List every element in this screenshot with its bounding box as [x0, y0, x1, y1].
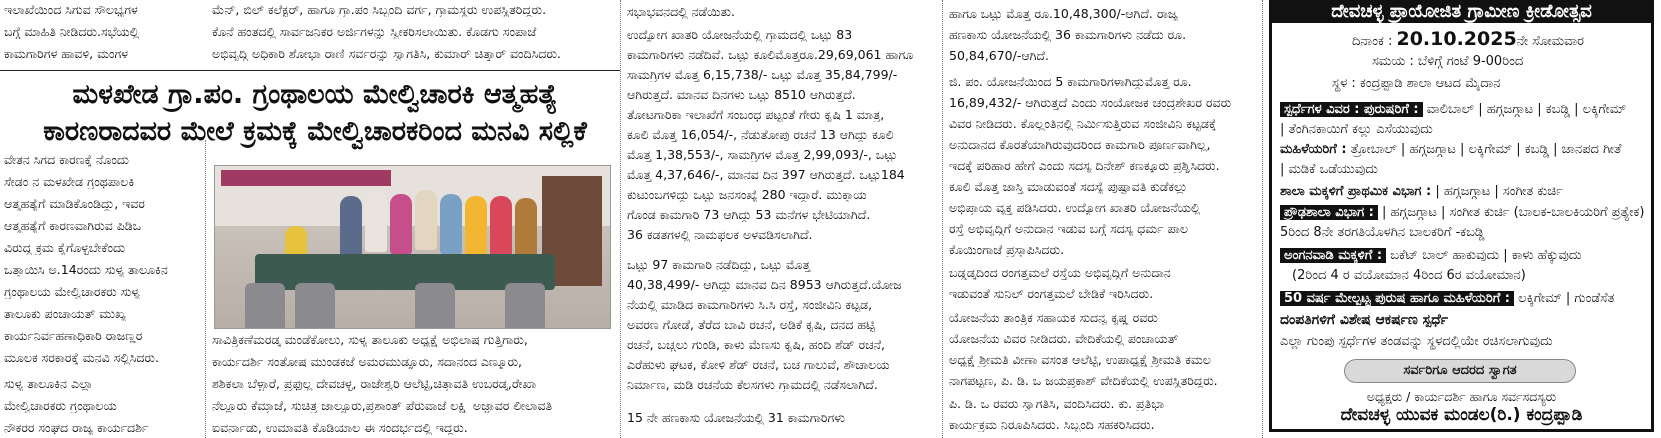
- ad-venue-line: ಸ್ಥಳ : ಕಂದ್ರಪ್ಪಾಡಿ ಶಾಲಾ ಆಟದ ಮೈದಾನ: [1332, 76, 1501, 91]
- column-rule: [205, 140, 206, 438]
- text-line: ಕೂಲಿ ಮೊತ್ತ 16,054/-, ನೆಡುತೋಪು ರಚನೆ 13 ಆಗಿದ್ದು ಕೂಲಿ: [627, 127, 894, 142]
- ad-date-suffix: ನೇ ಸೋಮವಾರ: [1516, 34, 1584, 49]
- ad-time-line: ಸಮಯ : ಬೆಳಿಗ್ಗೆ ಗಂಟೆ 9-00ರಿಂದ: [1372, 54, 1524, 69]
- column-rule: [1262, 0, 1263, 438]
- text-line: ಮೇಲ್ವಿಚಾರಕರು ಗ್ರಂಥಾಲಯ: [4, 398, 117, 413]
- text-line: ಜಿ. ಪಂ. ಯೋಜನೆಯಿಂದ 5 ಕಾಮಗಾರಿಗಳಾಗಿದ್ದುಮೊತ್ತ ರೂ.: [949, 74, 1192, 89]
- text-line: ಮೊತ್ತ 4,37,646/-, ಮಾನವ ದಿನ 397 ಆಗಿರುತ್ತದೆ. ಒಟ್ಟು184: [627, 167, 905, 182]
- text-line: ಆತ್ಮಹತ್ಯೆಗೆ ಮಾಡಿಕೊಂಡಿದ್ದು, ಇವರ: [4, 196, 145, 211]
- ad-couple-line: ದಂಪತಿಗಳಿಗೆ ವಿಶೇಷ ಆಕರ್ಷಣ ಸ್ಪರ್ಧೆ: [1280, 312, 1449, 328]
- ad-men-list: ವಾಲಿಬಾಲ್ | ಹಗ್ಗಜಗ್ಗಾಟ | ಕಬಡ್ಡಿ | ಲಕ್ಕಿಗೇಮ್: [1426, 102, 1627, 117]
- text-line: ಕೂಲಿ ಮೊತ್ತ ಜಾಸ್ತಿ ಮಾಡುವಂತೆ ಸದಸ್ಯೆ ಪುಷ್ಪಾವತಿ ಕುಡೆಕಲ್ಲು: [949, 179, 1188, 194]
- text-line: ಹಾಗೂ ಒಟ್ಟು ಮೊತ್ತ ರೂ.10,48,300/-ಆಗಿದೆ. ರಾಜ್ಯ: [949, 6, 1179, 21]
- text-line: ಪಿ. ಡಿ. ಒ ರವರು ಸ್ವಾಗತಿಸಿ, ವಂದಿಸಿದರು. ಕು. ಪ್ರತಿಭಾ: [949, 396, 1165, 411]
- ad-men-events2: | ತೆಂಗಿನಕಾಯಿಗೆ ಕಲ್ಲು ಎಸೆಯುವುದು: [1280, 122, 1433, 137]
- text-line: ಕುಟುಂಬಗಳಿದ್ದು ಒಟ್ಟು ಜನಸಂಖ್ಯೆ 280 ಇದ್ದಾರೆ. ಮುಕ್ತಾಯ: [627, 187, 867, 202]
- ad-high-events2: 5ರಿಂದ 8ನೇ ತರಗತಿಯೊಳಗಿನ ಬಾಲಕರಿಗೆ -ಕಬಡ್ಡಿ: [1280, 225, 1485, 240]
- column-rule: [620, 0, 621, 438]
- ad-fifty-list: ಲಕ್ಕಿಗೇಮ್ | ಗುಂಡೆಸೆತ: [1518, 291, 1615, 306]
- photo-chair: [505, 283, 545, 328]
- photo-chair: [295, 283, 335, 328]
- text-line: ಆತ್ಮಹತ್ಯೆಗೆ ಕಾರಣವಾಗಿರುವ ಪಿಡಿಒ: [4, 218, 141, 233]
- text-line: ಎರೆಹುಳು ಘಟಕ, ಕೋಳಿ ಶೆಡ್ ರಚನೆ, ಬಚ ಗಾಲುವೆ, ಶೌಚಾಲಯ: [627, 357, 890, 372]
- ad-fifty-events: [1280, 290, 1645, 307]
- column-rule: [942, 0, 943, 438]
- article-divider: [0, 70, 620, 71]
- text-line: ಕೊಯಿಂಗಾಜೆ ಪ್ರಸ್ತಾಪಿಸಿದರು.: [949, 242, 1065, 257]
- photo-person: [465, 196, 487, 256]
- sports-event-ad: [1269, 0, 1654, 432]
- text-line: ಸಾಮಗ್ರಿಗಳ ಮೊತ್ತ 6,15,738/- ಒಟ್ಟು ಮೊತ್ತ 35,84,799/-: [627, 67, 898, 82]
- text-line: ಮೆನ್, ಬಿಲ್ ಕಲೆಕ್ಟರ್, ಹಾಗೂ ಗ್ರಾ.ಪಂ ಸಿಬ್ಬಂದಿ ವರ್ಗ, ಗ್ರಾಮಸ್ಥರು ಉಪಸ್ಥಿತರಿದ್ದರು.: [212, 2, 547, 17]
- ad-header: ದೇವಚಳ್ಳ ಪ್ರಾಯೋಜಿತ ಗ್ರಾಮೀಣ ಕ್ರೀಡೋತ್ಸವ: [1272, 3, 1651, 23]
- photo-person: [490, 196, 512, 256]
- text-line: ಇದಕ್ಕೆ ಪರಿಹಾರ ಹೇಗೆ ಎಂದು ಸದಸ್ಯ ದಿನೇಶ್ ಕಣಕ್ಕೂರು ಪ್ರಶ್ನಿಸಿದರು.: [949, 158, 1220, 173]
- text-line: ತಾಲೂಕು ಪಂಚಾಯತ್ ಮುಖ್ಯ: [4, 306, 126, 321]
- ad-anganwadi-events: [1280, 247, 1645, 264]
- text-line: 40,38,499/- ಆಗಿದ್ದು ಮಾನವ ದಿನ 8953 ಆಗಿರುತ್ತದೆ.ಯೋಜ: [627, 277, 902, 292]
- text-line: ಅವರಣ ಗೋಡೆ, ತೆರೆದ ಬಾವಿ ರಚನೆ, ಅಡಿಕೆ ಕೃಷಿ, ದನದ ಹಟ್ಟಿ: [627, 317, 876, 332]
- ad-men-events: [1280, 101, 1645, 118]
- ad-group-line: ಎಲ್ಲಾ ಗುಂಪು ಸ್ಪರ್ಧೆಗಳ ತಂಡವನ್ನು ಸ್ಥಳದಲ್ಲಿಯೇ ರಚಿಸಲಾಗುವುದು: [1280, 334, 1553, 349]
- col2-top-text: [212, 0, 617, 66]
- text-line: ಬಡ್ಡಡ್ಕದಿಂದ ರಂಗತ್ತಮಲೆ ರಸ್ತೆಯ ಅಭಿವೃದ್ಧಿಗೆ ಅನುದಾನ: [949, 265, 1171, 280]
- photo-person: [340, 196, 362, 256]
- text-line: ಕಾರ್ಯನಿರ್ವಹಣಾಧಿಕಾರಿ ರಾಜಣ್ಣರ: [4, 328, 143, 343]
- text-line: ಕಾಮಗಾರಿಗಳ ಹಾವಳಿ, ಮಂಗಳ: [4, 46, 129, 61]
- text-line: ಕಾರ್ಯಕ್ರಮ ನಿರೂಪಿಸಿದರು. ಸಿಬ್ಬಂದಿ ಸಹಕರಿಸಿದರು.: [949, 417, 1155, 432]
- photo-person: [415, 190, 437, 250]
- text-line: ಕೊನೆ ಹಂತದಲ್ಲಿ ಸಾರ್ವಜನಿಕರ ಅರ್ಜಿಗಳನ್ನು ಸ್ವೀಕರಿಸಲಾಯಿತು. ಕೊಡಗು ಸಂಪಾಜೆ: [212, 24, 537, 39]
- ad-primary-label: ಶಾಲಾ ಮಕ್ಕಳಿಗೆ ಪ್ರಾಥಮಿಕ ವಿಭಾಗ :: [1280, 184, 1432, 199]
- text-line: 36 ಕಡತಗಳಲ್ಲಿ ನಾಮಫಲಕ ಅಳವಡಿಸಲಾಗಿದೆ.: [627, 227, 813, 242]
- ad-welcome-pill: ಸರ್ವರಿಗೂ ಆದರದ ಸ್ವಾಗತ: [1344, 359, 1576, 383]
- text-line: ಮೊತ್ತ 1,38,553/-, ಸಾಮಗ್ರಿಗಳ ಮೊತ್ತ 2,99,093/-, ಒಟ್ಟು: [627, 147, 898, 162]
- text-line: ನೆಯಲ್ಲಿ ಮಾಡಿದ ಕಾಮಗಾರಿಗಳು ಸಿ.ಸಿ ರಸ್ತೆ, ಸಂಜೀವಿನಿ ಕಟ್ಟಡ,: [627, 297, 873, 312]
- text-line: ಮೂಲಕ ಸರಕಾರಕ್ಕೆ ಮನವಿ ಸಲ್ಲಿಸಿದರು.: [4, 350, 159, 365]
- text-line: 16,89,432/- ಆಗಿರುತ್ತದೆ ಎಂದು ಸಂಯೋಜಕ ಚಂದ್ರಶೇಖರ ರವರು: [949, 95, 1232, 110]
- photo-person: [365, 192, 387, 252]
- text-line: ಗ್ರಂಥಾಲಯ ಮೇಲ್ವಿಚಾರಕರು ಸುಳ್ಯ: [4, 284, 140, 299]
- text-line: 15 ನೇ ಹಣಕಾಸು ಯೋಜನೆಯಲ್ಲಿ 31 ಕಾಮಗಾರಿಗಳು: [627, 410, 846, 425]
- ad-high-events: [1280, 204, 1645, 221]
- text-line: ಆಗಿರುತ್ತದೆ. ಮಾನವ ದಿನಗಳು ಒಟ್ಟು 8510 ಆಗಿರುತ್ತದೆ.: [627, 87, 856, 102]
- ad-anganwadi-note: (2ರಿಂದ 4 ರ ವಯೋಮಾನ 4ರಿಂದ 6ರ ವಯೋಮಾನ): [1292, 268, 1526, 283]
- ad-women-events2: | ಮಡಿಕೆ ಒಡೆಯುವುದು: [1280, 162, 1378, 177]
- ad-date-line: [1352, 27, 1645, 54]
- ad-women-list: ತ್ರೋಬಾಲ್ | ಹಗ್ಗಜಗ್ಗಾಟ | ಲಕ್ಕಿಗೇಮ್ | ಕಬಡ್ಡಿ | ಜಾನಪದ ಗೀತೆ: [1350, 142, 1622, 157]
- text-line: ವಿವರ ನೀಡಿದರು. ಕೊಲ್ಲಂತಿನಲ್ಲಿ ನಿರ್ಮಿಸುತ್ತಿರುವ ಸಂಜೀವಿನಿ ಕಟ್ಟಡಕ್ಕೆ: [949, 116, 1217, 131]
- text-line: ರಚನೆ, ಬಚ್ಚಲು ಗುಂಡಿ, ಕಾಳು ಮೆಣಸು ಕೃಷಿ, ಹಂದಿ ಶೆಡ್ ರಚನೆ,: [627, 337, 886, 352]
- text-line: ನೌಕರರ ಸಂಘದ ರಾಜ್ಯ ಕಾರ್ಯದರ್ಶಿ: [4, 420, 149, 435]
- text-line: ವೇತನ ಸಿಗದ ಕಾರಣಕ್ಕೆ ನೊಂದು: [4, 152, 129, 167]
- ad-anganwadi-label: ಅಂಗನವಾಡಿ ಮಕ್ಕಳಿಗೆ :: [1280, 248, 1386, 263]
- ad-primary-list: | ಹಗ್ಗಜಗ್ಗಾಟ | ಸಂಗೀತ ಕುರ್ಚಿ: [1435, 184, 1563, 199]
- ad-date-value: 20.10.2025: [1396, 28, 1517, 50]
- text-line: ಕಾಮಗಾರಿಗಳು ನಡೆದಿವೆ. ಒಟ್ಟು ಕೂಲಿಮೊತ್ತರೂ.29,69,061 ಹಾಗೂ: [627, 47, 914, 62]
- text-line: ಅಭಿವೃದ್ಧಿ ಅಧಿಕಾರಿ ಶೋಭಾ ರಾಣಿ ಸರ್ವರನ್ನು ಸ್ವಾಗತಿಸಿ, ಕುಮಾರ್ ಚಿತ್ಕಾರ್ ವಂದಿಸಿದರು.: [212, 46, 561, 61]
- col4-text: [949, 0, 1257, 438]
- article-photo: [214, 165, 611, 329]
- text-line: ಸುಳ್ಯ ತಾಲೂಕಿನ ಎಲ್ಲಾ: [4, 376, 94, 391]
- text-line: ವಿರುದ್ಧ ಕ್ರಮ ಕೈಗೊಳ್ಳಬೇಕೆಂದು: [4, 240, 126, 255]
- article-headline-line2: ಕಾರಣರಾದವರ ಮೇಲೆ ಕ್ರಮಕ್ಕೆ ಮೇಲ್ವಿಚಾರಕರಿಂದ ಮನವಿ ಸಲ್ಲಿಕೆ: [43, 116, 587, 147]
- photo-banner: [221, 170, 391, 186]
- ad-anganwadi-list: ಬಕೆಟ್ ಬಾಲ್ ಹಾಕುವುದು | ಕಾಳು ಹೆಕ್ಕುವುದು: [1390, 248, 1582, 263]
- photo-chair: [245, 283, 285, 328]
- text-line: ಇಡುವಂತೆ ಸುನಿಲ್ ರಂಗತ್ತಮಲೆ ಬೇಡಿಕೆ ಇರಿಸಿದರು.: [949, 286, 1154, 301]
- photo-person: [440, 194, 462, 254]
- text-line: ರಸ್ತೆ ಅಭಿವೃದ್ಧಿಗೆ ಅನುದಾನ ಇಡುವ ಬಗ್ಗೆ ಸದಸ್ಯ ಧರ್ಮ ಪಾಲ: [949, 221, 1189, 236]
- text-line: ಉದ್ಯೋಗ ಖಾತರಿ ಯೋಜನೆಯಲ್ಲಿ ಗ್ರಾಮದಲ್ಲಿ ಒಟ್ಟು 83: [627, 27, 853, 42]
- ad-primary-events: [1280, 183, 1645, 200]
- text-line: ಸಾವಿತ್ರಿಕಣೆಮರಡ್ಕ ಮಂಡೆಕೋಲು, ಸುಳ್ಯ ತಾಲೂಕು ಅಧ್ಯಕ್ಷೆ ಅಭಿಲಾಷ ಗುತ್ತಿಗಾರು,: [212, 332, 528, 347]
- text-line: ಶಶಿಕಲಾ ಬೆಳ್ಳಾರೆ, ಪ್ರಫುಲ್ಲ ದೇವಚಳ್ಳ, ರಾಜೇಶ್ವರಿ ಆಲೆಟ್ಟಿ,ಚಿತ್ರಾವತಿ ಉಬರಡ್ಕ,ರೇಖಾ: [212, 376, 537, 391]
- text-line: ನೆಲ್ಲೂರು ಕೆಮ್ರಾಜೆ, ಸುಚಿತ್ರ ಜಾಲ್ಸೂರು,ಪ್ರಶಾಂತ್ ಪೆರುವಾಜೆ ಲಕ್ಷ್ಮಿ ಅಜ್ಜಾವರ ಲೀಲಾವತಿ: [212, 398, 553, 413]
- photo-person: [515, 198, 537, 258]
- col1-top-text: [4, 0, 202, 66]
- text-line: ನಾಗಪಟ್ಟಣ, ಪಿ. ಡಿ. ಒ ಜಯಪ್ರಕಾಶ್ ವೇದಿಕೆಯಲ್ಲಿ ಉಪಸ್ಥಿತರಿದ್ದರು.: [949, 373, 1218, 388]
- ad-high-list: | ಹಗ್ಗಜಗ್ಗಾಟ | ಸಂಗೀತ ಕುರ್ಚಿ (ಬಾಲಕ-ಬಾಲಕಿಯರಿಗೆ ಪ್ರತ್ಯೇಕ): [1382, 205, 1645, 220]
- photo-chair: [415, 283, 455, 328]
- photo-person: [390, 194, 412, 254]
- ad-women-label: ಮಹಿಳೆಯರಿಗೆ :: [1280, 142, 1347, 157]
- text-line: ಬಗ್ಗೆ ಮಾಹಿತಿ ನೀಡಿದರು.ಸಭೆಯಲ್ಲಿ: [4, 24, 140, 39]
- text-line: ಗೊಂಡ ಕಾಮಗಾರಿ 73 ಆಗಿದ್ದು 53 ಮನೆಗಳ ಭೇಟಿಯಾಗಿದೆ.: [627, 207, 871, 222]
- text-line: ನಿರ್ಮಾಣ, ಮಡಿ ರಚನೆಯ ಕೆಲಸಗಳು ಗ್ರಾಮದಲ್ಲಿ ನಡೆಸಲಾಗಿದೆ.: [627, 377, 878, 392]
- col3-text: [627, 0, 937, 438]
- text-line: ಯೋಜನೆಯ ತಾಂತ್ರಿಕ ಸಹಾಯಕ ಸುದನ್ವ ಕೃಷ್ಣ ರವರು: [949, 310, 1158, 325]
- article-body: [4, 150, 202, 438]
- text-line: ಕಾರ್ಯದರ್ಶಿ ಸಂತೋಷ ಮುಂಡಕಜೆ ಅಮರಮುಡ್ನೂರು, ಸದಾನಂದ ಎಣ್ಮೂರು,: [212, 354, 523, 369]
- ad-footer-big: ದೇವಚಳ್ಳ ಯುವಕ ಮಂಡಲ(ರಿ.) ಕಂದ್ರಪ್ಪಾಡಿ: [1340, 405, 1583, 425]
- text-line: ಇಲಾಖೆಯಿಂದ ಸಿಗುವ ಸೌಲಭ್ಯಗಳ: [4, 2, 138, 17]
- text-line: ಸಭಾಭವನದಲ್ಲಿ ನಡೆಯಿತು.: [627, 4, 736, 19]
- text-line: 50,84,670/-ಆಗಿದೆ.: [949, 48, 1049, 63]
- text-line: ತೋಟಗಾರಿಕಾ ಇಲಾಖೆಗೆ ಸಂಬಂಧ ಪಟ್ಟಂತೆ ಗೇರು ಕೃಷಿ 1 ಮಾತ್ರ,: [627, 107, 885, 122]
- ad-footer-small: ಅಧ್ಯಕ್ಷರು / ಕಾರ್ಯದರ್ಶಿ ಹಾಗೂ ಸರ್ವಸದಸ್ಯರು: [1366, 389, 1557, 404]
- ad-date-label: ದಿನಾಂಕ :: [1352, 34, 1393, 49]
- text-line: ಐವರ್ನಾಡು, ಉಮಾವತಿ ಕೊಡಿಯಾಲ ಈ ಸಂದರ್ಭದಲ್ಲಿ ಇದ್ದರು.: [212, 420, 468, 435]
- text-line: ಯೋಜನೆಯ ವಿವರ ನೀಡಿದರು. ವೇದಿಕೆಯಲ್ಲಿ ಪಂಚಾಯತ್: [949, 331, 1179, 346]
- article-headline-line1: ಮಳಖೇಡ ಗ್ರಾ.ಪಂ. ಗ್ರಂಥಾಲಯ ಮೇಲ್ವಿಚಾರಕಿ ಆತ್ಮಹತ್ಯೆ: [72, 79, 558, 110]
- text-line: ಹಣಕಾಸು ಯೋಜನೆಯಲ್ಲಿ 36 ಕಾಮಗಾರಿಗಳು ನಡೆದು ರೂ.: [949, 27, 1187, 42]
- ad-men-label: ಸ್ಪರ್ಧೆಗಳ ವಿವರ : ಪುರುಷರಿಗೆ :: [1280, 102, 1423, 117]
- text-line: ಅಧ್ಯಕ್ಷೆ ಶ್ರೀಮತಿ ವೀಣಾ ವಸಂತ ಆಲೆಟ್ಟಿ, ಉಪಾಧ್ಯಕ್ಷೆ ಶ್ರೀಮತಿ ಕಮಲ: [949, 352, 1211, 367]
- text-line: ಅಭಿಪ್ರಾಯ ವ್ಯಕ್ತ ಪಡಿಸಿದರು. ಉದ್ಯೋಗ ಖಾತರಿ ಯೋಜನೆಯಲ್ಲಿ: [949, 200, 1201, 215]
- ad-women-events: [1280, 141, 1645, 158]
- ad-high-label: ಪ್ರೌಢಶಾಲಾ ವಿಭಾಗ :: [1280, 205, 1378, 220]
- text-line: ಅನುದಾನದ ಕೊರತೆಯಾಗಿರುವುದರಿಂದ ಕಾಮಗಾರಿ ಪೂರ್ಣವಾಗಿಲ್ಲ,: [949, 137, 1211, 152]
- text-line: ಒಟ್ಟು 97 ಕಾಮಗಾರಿ ನಡೆದಿದ್ದು, ಒಟ್ಟು ಮೊತ್ತ: [627, 257, 811, 272]
- text-line: ಸೇಡಂ ನ ಮಳಖೇಡ ಗ್ರಂಥಪಾಲಕಿ: [4, 174, 135, 189]
- text-line: ಒತ್ತಾಯಿಸಿ ಅ.14ರಂದು ಸುಳ್ಯ ತಾಲೂಕಿನ: [4, 262, 168, 277]
- ad-fifty-label: 50 ವರ್ಷ ಮೇಲ್ಪಟ್ಟ ಪುರುಷ ಹಾಗೂ ಮಹಿಳೆಯರಿಗೆ :: [1280, 291, 1514, 306]
- photo-caption: [212, 330, 617, 438]
